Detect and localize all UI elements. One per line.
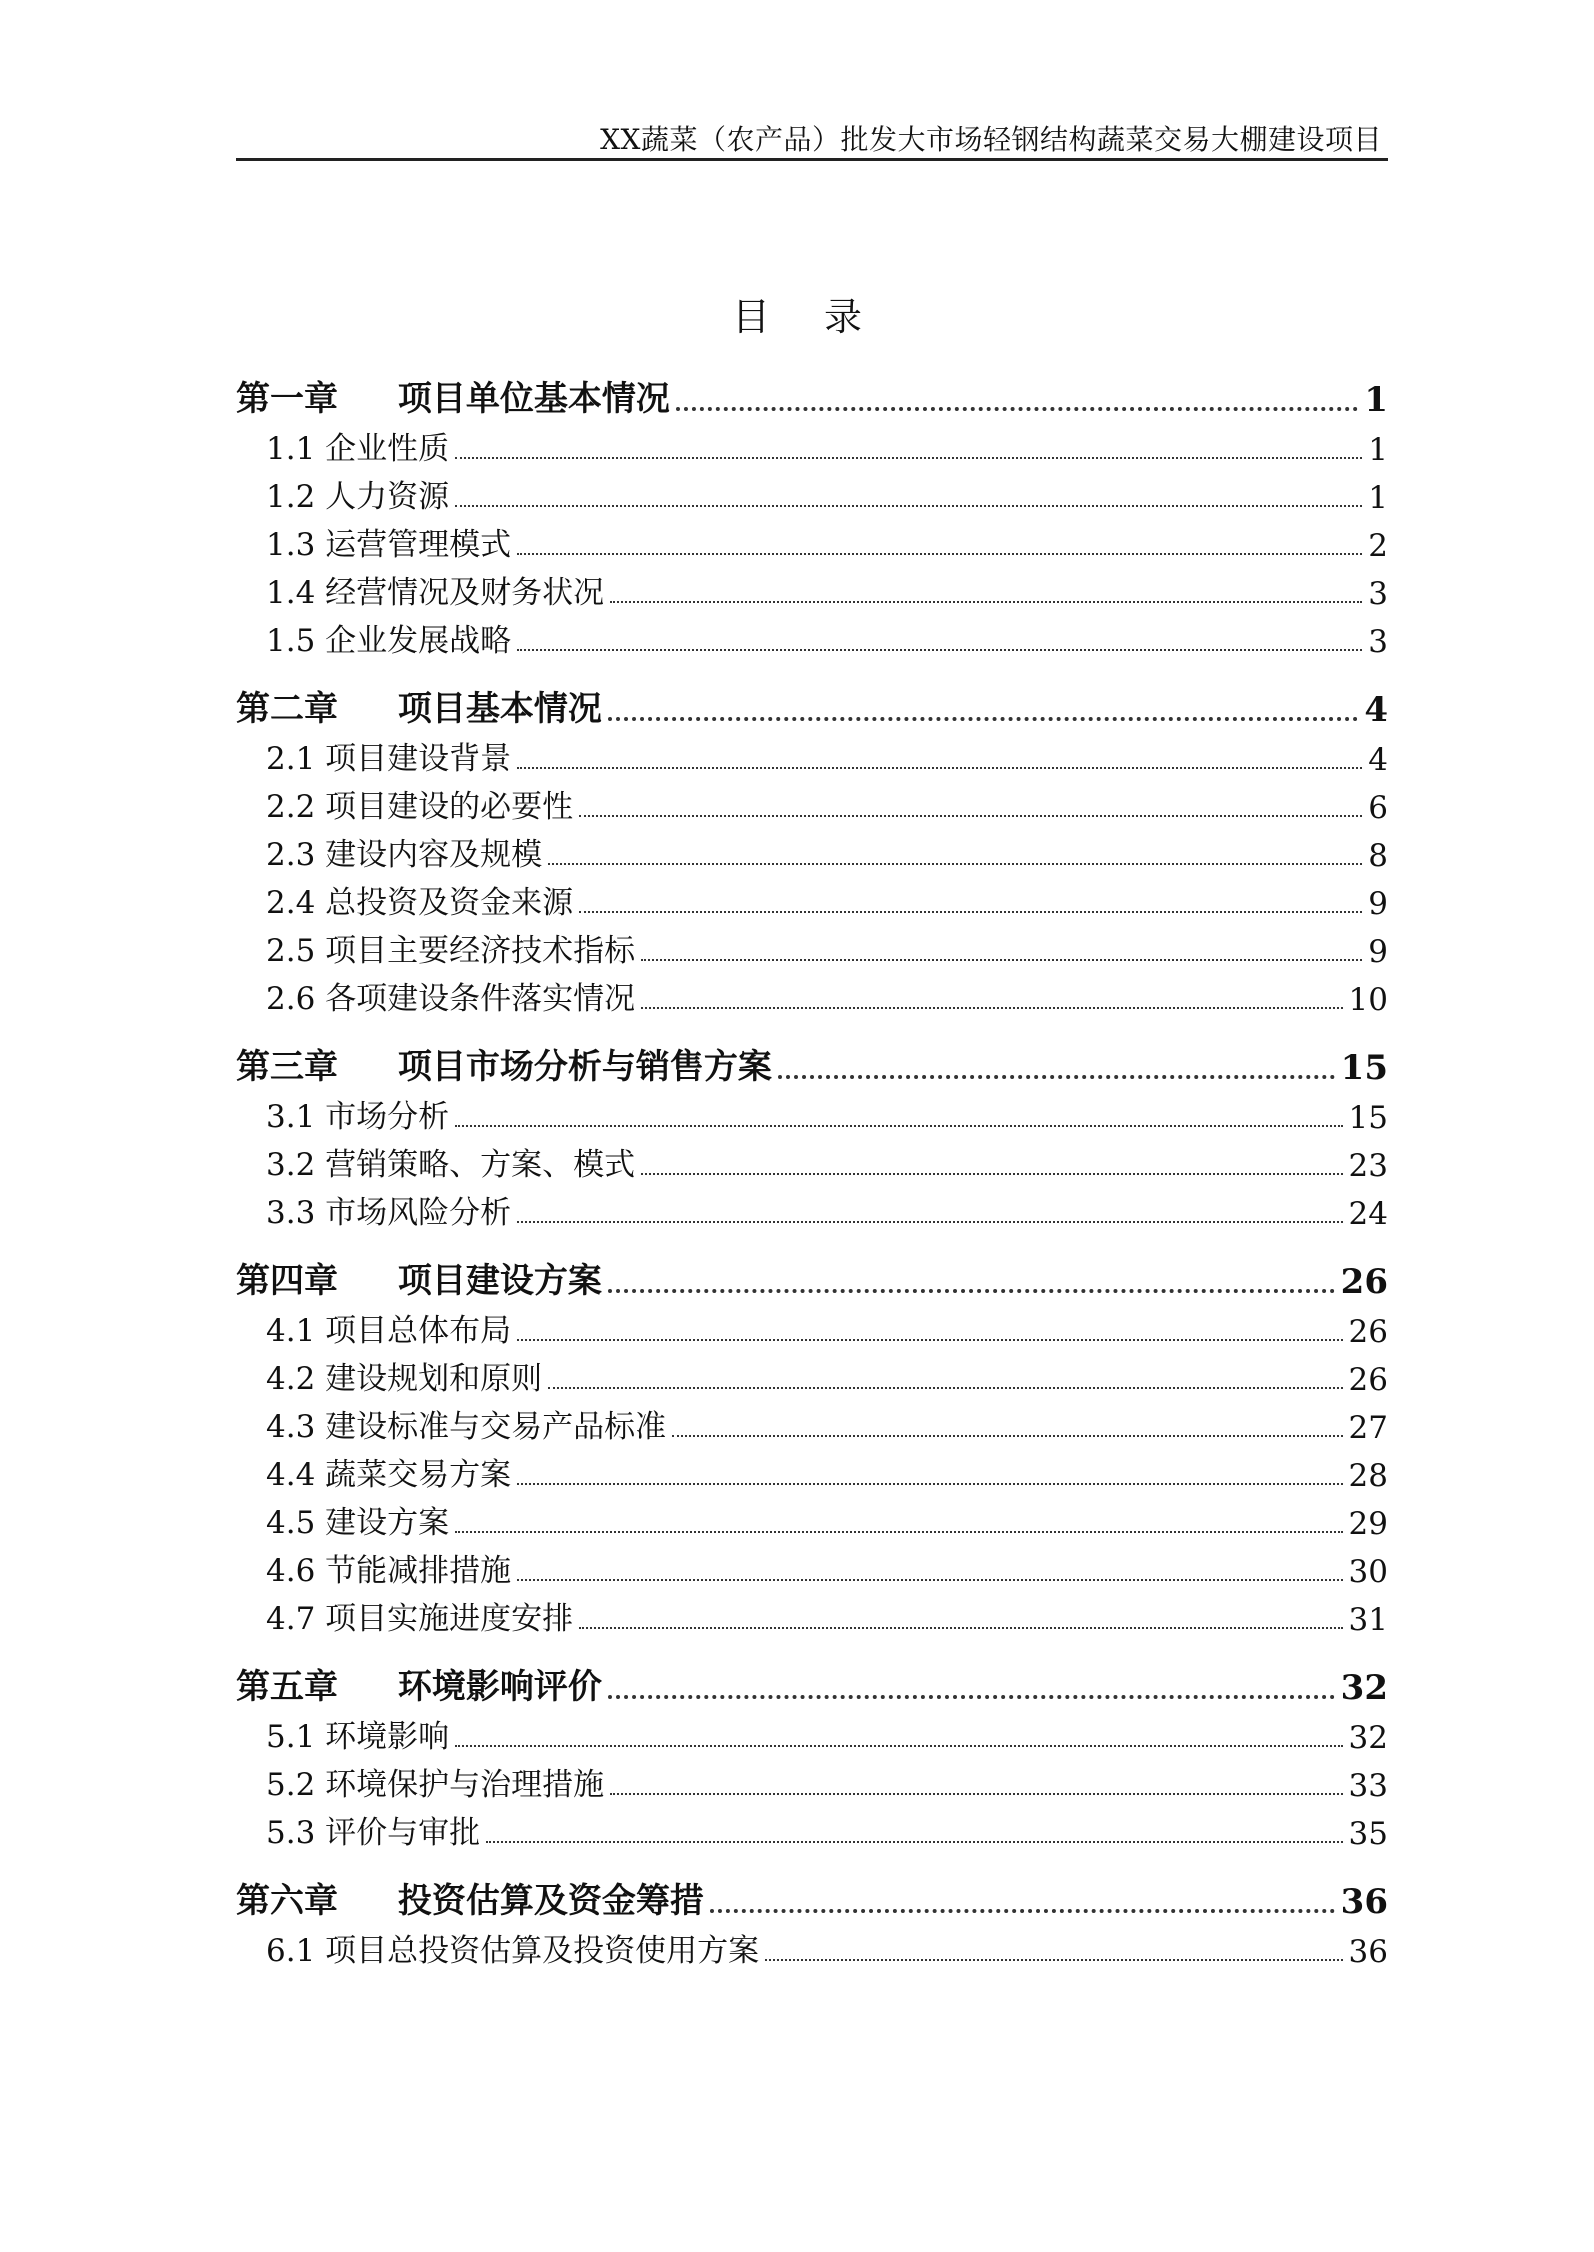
toc-page-number: 15 [1340,1048,1388,1088]
toc-entry-title: 项目建设背景 [325,741,512,777]
toc-page-number: 6 [1368,790,1388,826]
toc-entry-number: 4.3 [266,1409,316,1445]
dot-leader [455,457,1362,459]
toc-entry-title: 人力资源 [325,479,450,515]
dot-leader [778,1075,1335,1079]
toc-entry-number: 4.4 [266,1457,316,1493]
toc-entry-title: 各项建设条件落实情况 [325,981,636,1017]
dot-leader [548,863,1362,865]
header-text: XX蔬菜（农产品）批发大市场轻钢结构蔬菜交易大棚建设项目 [600,123,1382,156]
toc-page-number: 36 [1348,1934,1388,1970]
toc-section-entry[interactable] [236,1398,1388,1446]
toc-entry-number: 3.1 [266,1099,316,1135]
toc-entry-label [266,877,573,922]
toc-entry-label [236,1253,602,1302]
toc-entry-number: 6.1 [266,1933,316,1969]
toc-title: 目录 [731,295,916,339]
toc-page-number: 33 [1348,1768,1388,1804]
toc-page-number: 3 [1368,576,1388,612]
toc-entry-number: 5.3 [266,1815,316,1851]
toc-entry-title: 总投资及资金来源 [325,885,574,921]
toc-entry-number: 1.1 [266,431,316,467]
toc-entry-title: 市场风险分析 [325,1195,512,1231]
toc-section-entry[interactable] [236,1708,1388,1756]
dot-leader [455,1745,1342,1747]
toc-entry-title: 蔬菜交易方案 [325,1457,512,1493]
toc-entry-label [236,1873,704,1922]
toc-section-entry[interactable] [236,516,1388,564]
toc-page-number: 23 [1348,1148,1388,1184]
dot-leader [765,1959,1342,1961]
toc-page-number: 31 [1348,1602,1388,1638]
toc-entry-number: 第四章 [236,1261,338,1301]
dot-leader [579,1627,1342,1629]
toc-entry-title: 项目单位基本情况 [397,379,670,419]
dot-leader [517,1579,1342,1581]
toc-entry-title: 项目实施进度安排 [325,1601,574,1637]
toc-section-entry[interactable] [236,612,1388,660]
toc-page-number: 32 [1340,1668,1388,1708]
toc-page-number: 2 [1368,528,1388,564]
toc-entry-label [266,1711,449,1756]
toc-entry-label [266,1353,542,1398]
toc-entry-label [236,1659,602,1708]
toc-entry-number: 1.3 [266,527,316,563]
toc-section-entry[interactable] [236,1184,1388,1232]
toc-section-entry[interactable] [236,564,1388,612]
toc-entry-title: 建设内容及规模 [325,837,543,873]
toc-entry-number: 第六章 [236,1881,338,1921]
toc-entry-label [266,1401,666,1446]
toc-chapter-entry[interactable] [236,1240,1388,1302]
toc-page-number: 1 [1364,380,1388,420]
toc-entry-title: 建设规划和原则 [325,1361,543,1397]
toc-entry-title: 企业发展战略 [325,623,512,659]
dot-leader [517,649,1362,651]
toc-entry-title: 建设方案 [325,1505,450,1541]
toc-section-entry[interactable] [236,826,1388,874]
toc-entry-number: 第一章 [236,379,338,419]
toc-entry-label [266,925,635,970]
toc-entry-number: 1.2 [266,479,316,515]
toc-chapter-entry[interactable] [236,1860,1388,1922]
toc-page-number: 35 [1348,1816,1388,1852]
page-header [236,112,1388,161]
toc-entry-label [266,567,604,612]
toc-entry-number: 1.5 [266,623,316,659]
toc-entry-label [266,1091,449,1136]
toc-entry-title: 项目建设方案 [397,1261,602,1301]
dot-leader [672,1435,1342,1437]
toc-section-entry[interactable] [236,1088,1388,1136]
toc-entry-label [266,1139,635,1184]
toc-entry-number: 第二章 [236,689,338,729]
dot-leader [676,407,1358,411]
toc-entry-label [266,1807,480,1852]
toc-entry-label [266,1305,511,1350]
toc-entry-title: 项目市场分析与销售方案 [397,1047,772,1087]
toc-entry-label [236,371,670,420]
toc-section-entry[interactable] [236,1302,1388,1350]
toc-page-number: 15 [1348,1100,1388,1136]
toc-entry-label [266,423,449,468]
toc-entry-number: 2.3 [266,837,316,873]
toc-entry-label [266,1759,604,1804]
toc-entry-title: 项目主要经济技术指标 [325,933,636,969]
toc-entry-number: 2.6 [266,981,316,1017]
dot-leader [517,767,1362,769]
toc-page-number: 28 [1348,1458,1388,1494]
toc-entry-title: 市场分析 [325,1099,450,1135]
toc-entry-title: 环境保护与治理措施 [325,1767,605,1803]
toc-entry-label [266,1497,449,1542]
toc-page-number: 4 [1368,742,1388,778]
dot-leader [517,1221,1342,1223]
toc-entry-title: 建设标准与交易产品标准 [325,1409,667,1445]
toc-section-entry[interactable] [236,1446,1388,1494]
dot-leader [455,505,1362,507]
toc-entry-label [266,1593,573,1638]
dot-leader [641,1173,1342,1175]
toc-chapter-entry[interactable] [236,668,1388,730]
toc-entry-label [266,829,542,874]
toc-entry-number: 4.1 [266,1313,316,1349]
toc-chapter-entry[interactable] [236,1646,1388,1708]
toc-entry-label [266,1545,511,1590]
dot-leader [579,815,1362,817]
toc-entry-number: 3.3 [266,1195,316,1231]
toc-entry-number: 第五章 [236,1667,338,1707]
toc-entry-title: 环境影响评价 [397,1667,602,1707]
toc-entry-number: 3.2 [266,1147,316,1183]
toc-entry-title: 项目总体布局 [325,1313,512,1349]
toc-entry-label [266,973,635,1018]
toc-page-number: 36 [1340,1882,1388,1922]
toc-section-entry[interactable] [236,1804,1388,1852]
toc-entry-number: 1.4 [266,575,316,611]
toc-entry-label [236,1039,772,1088]
toc-entry-title: 经营情况及财务状况 [325,575,605,611]
toc-entry-number: 5.2 [266,1767,316,1803]
dot-leader [548,1387,1342,1389]
toc-section-entry[interactable] [236,1756,1388,1804]
toc-entry-number: 4.5 [266,1505,316,1541]
dot-leader [608,1695,1335,1699]
toc-page-number: 26 [1348,1362,1388,1398]
toc-page-number: 3 [1368,624,1388,660]
toc-entry-number: 2.1 [266,741,316,777]
dot-leader [710,1909,1335,1913]
toc-page-number: 1 [1368,480,1388,516]
toc-page-number: 1 [1368,432,1388,468]
dot-leader [608,717,1358,721]
toc-entry-number: 2.4 [266,885,316,921]
toc-entry-title: 项目总投资估算及投资使用方案 [325,1933,760,1969]
toc-page-number: 24 [1348,1196,1388,1232]
toc-section-entry[interactable] [236,778,1388,826]
toc-page-number: 30 [1348,1554,1388,1590]
toc-entry-title: 企业性质 [325,431,450,467]
toc-entry-label [266,1925,759,1970]
dot-leader [610,601,1362,603]
dot-leader [579,911,1362,913]
dot-leader [517,1339,1342,1341]
dot-leader [517,1483,1342,1485]
table-of-contents [236,350,1388,1970]
toc-entry-title: 运营管理模式 [325,527,512,563]
toc-entry-number: 4.2 [266,1361,316,1397]
toc-entry-label [266,471,449,516]
toc-page-number: 26 [1348,1314,1388,1350]
toc-page-number: 26 [1340,1262,1388,1302]
toc-entry-title: 项目建设的必要性 [325,789,574,825]
toc-entry-number: 5.1 [266,1719,316,1755]
toc-section-entry[interactable] [236,1494,1388,1542]
toc-page-number: 4 [1364,690,1388,730]
toc-entry-number: 2.2 [266,789,316,825]
toc-section-entry[interactable] [236,1350,1388,1398]
toc-entry-label [266,781,573,826]
toc-section-entry[interactable] [236,1922,1388,1970]
toc-section-entry[interactable] [236,468,1388,516]
toc-entry-label [236,681,602,730]
dot-leader [610,1793,1342,1795]
toc-entry-label [266,615,511,660]
toc-entry-label [266,1187,511,1232]
toc-section-entry[interactable] [236,1542,1388,1590]
toc-section-entry[interactable] [236,730,1388,778]
toc-entry-number: 第三章 [236,1047,338,1087]
dot-leader [455,1531,1342,1533]
toc-entry-title: 评价与审批 [325,1815,481,1851]
toc-page-number: 9 [1368,934,1388,970]
dot-leader [455,1125,1342,1127]
dot-leader [517,553,1362,555]
toc-section-entry[interactable] [236,1590,1388,1638]
toc-section-entry[interactable] [236,970,1388,1018]
toc-page-number: 27 [1348,1410,1388,1446]
toc-page-number: 8 [1368,838,1388,874]
toc-entry-label [266,519,511,564]
toc-entry-title: 节能减排措施 [325,1553,512,1589]
dot-leader [641,959,1362,961]
toc-entry-number: 4.6 [266,1553,316,1589]
toc-page-number: 10 [1348,982,1388,1018]
toc-page-number: 9 [1368,886,1388,922]
toc-section-entry[interactable] [236,420,1388,468]
dot-leader [641,1007,1342,1009]
toc-entry-label [266,1449,511,1494]
toc-entry-number: 4.7 [266,1601,316,1637]
toc-chapter-entry[interactable] [236,1026,1388,1088]
toc-entry-title: 投资估算及资金筹措 [397,1881,704,1921]
toc-section-entry[interactable] [236,922,1388,970]
toc-section-entry[interactable] [236,874,1388,922]
toc-entry-label [266,733,511,778]
toc-entry-number: 2.5 [266,933,316,969]
toc-page-number: 29 [1348,1506,1388,1542]
toc-section-entry[interactable] [236,1136,1388,1184]
dot-leader [608,1289,1335,1293]
dot-leader [486,1841,1342,1843]
toc-entry-title: 环境影响 [325,1719,450,1755]
toc-page-number: 32 [1348,1720,1388,1756]
toc-entry-title: 营销策略、方案、模式 [325,1147,636,1183]
toc-chapter-entry[interactable] [236,358,1388,420]
toc-entry-title: 项目基本情况 [397,689,602,729]
